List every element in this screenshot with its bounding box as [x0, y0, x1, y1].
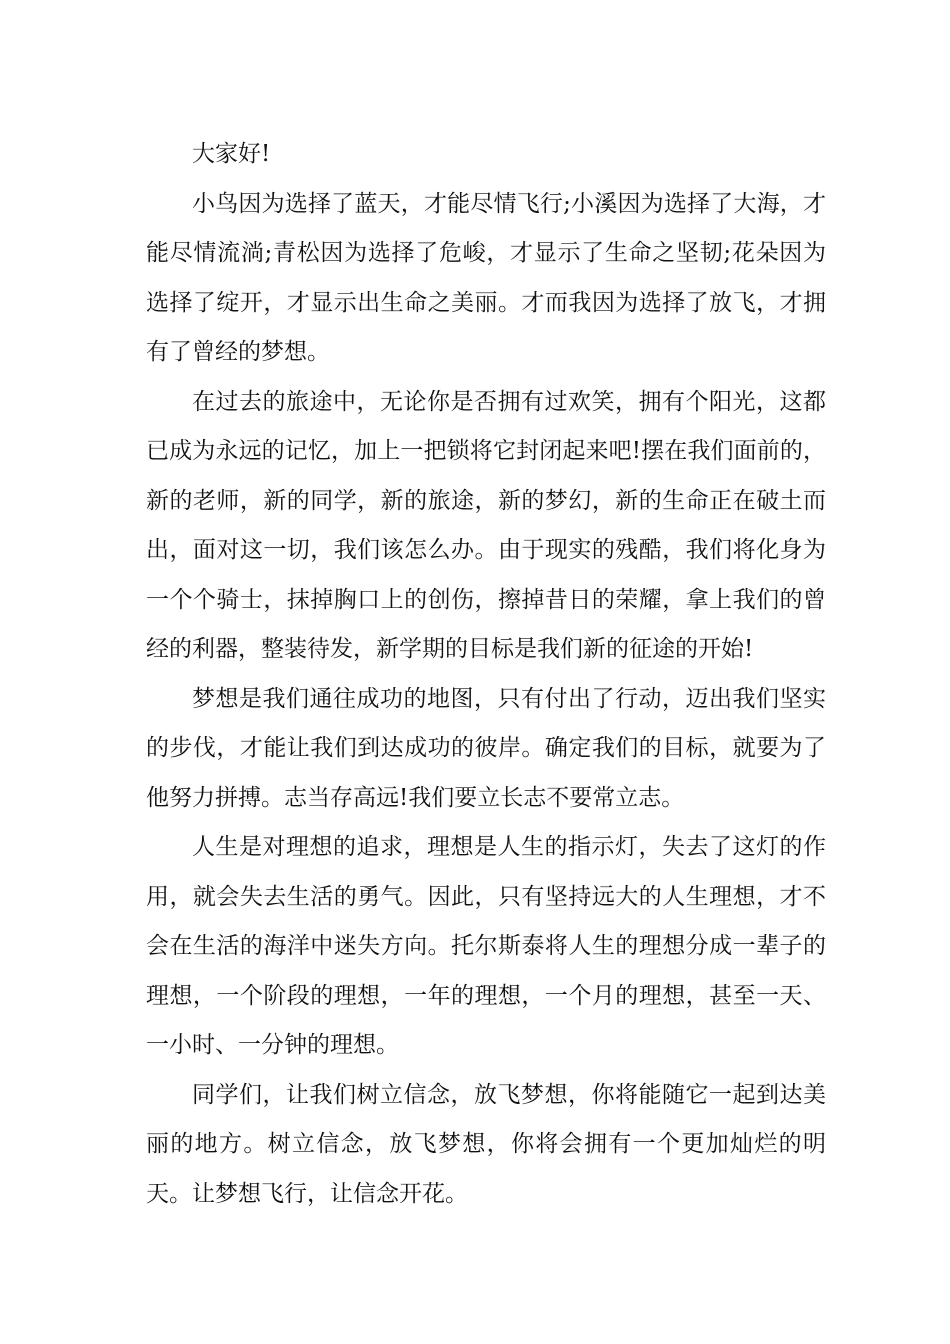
paragraph-life-ideal: 人生是对理想的追求，理想是人生的指示灯，失去了这灯的作用，就会失去生活的勇气。因此，只有坚持远大的人生理想，才不会在生活的海洋中迷失方向。托尔斯泰将人生的理想分成一辈子的理想，一个阶段的理想，一年的理想，一个月的理想，甚至一天、一小时、一分钟的理想。 [146, 834, 826, 1058]
paragraph-journey: 在过去的旅途中，无论你是否拥有过欢笑，拥有个阳光，这都已成为永远的记忆，加上一把锁将它封闭起来吧!摆在我们面前的，新的老师，新的同学，新的旅途，新的梦幻，新的生命正在破土而出，面对这一切，我们该怎么办。由于现实的残酷，我们将化身为一个个骑士，抹掉胸口上的创伤，擦掉昔日的荣耀，拿上我们的曾经的利器，整装待发，新学期的目标是我们新的征途的开始! [146, 388, 826, 662]
paragraph-closing: 同学们，让我们树立信念，放飞梦想，你将能随它一起到达美丽的地方。树立信念，放飞梦想，你将会拥有一个更加灿烂的明天。让梦想飞行，让信念开花。 [146, 1081, 826, 1207]
paragraph-dream-map: 梦想是我们通往成功的地图，只有付出了行动，迈出我们坚实的步伐，才能让我们到达成功的彼岸。确定我们的目标，就要为了他努力拼搏。志当存高远!我们要立长志不要常立志。 [146, 685, 826, 811]
paragraph-choices: 小鸟因为选择了蓝天，才能尽情飞行;小溪因为选择了大海，才能尽情流淌;青松因为选择了危峻，才显示了生命之坚韧;花朵因为选择了绽开，才显示出生命之美丽。才而我因为选择了放飞，才拥有了曾经的梦想。 [146, 190, 826, 365]
greeting-paragraph: 大家好! [192, 141, 271, 167]
speech-body [146, 130, 826, 1219]
